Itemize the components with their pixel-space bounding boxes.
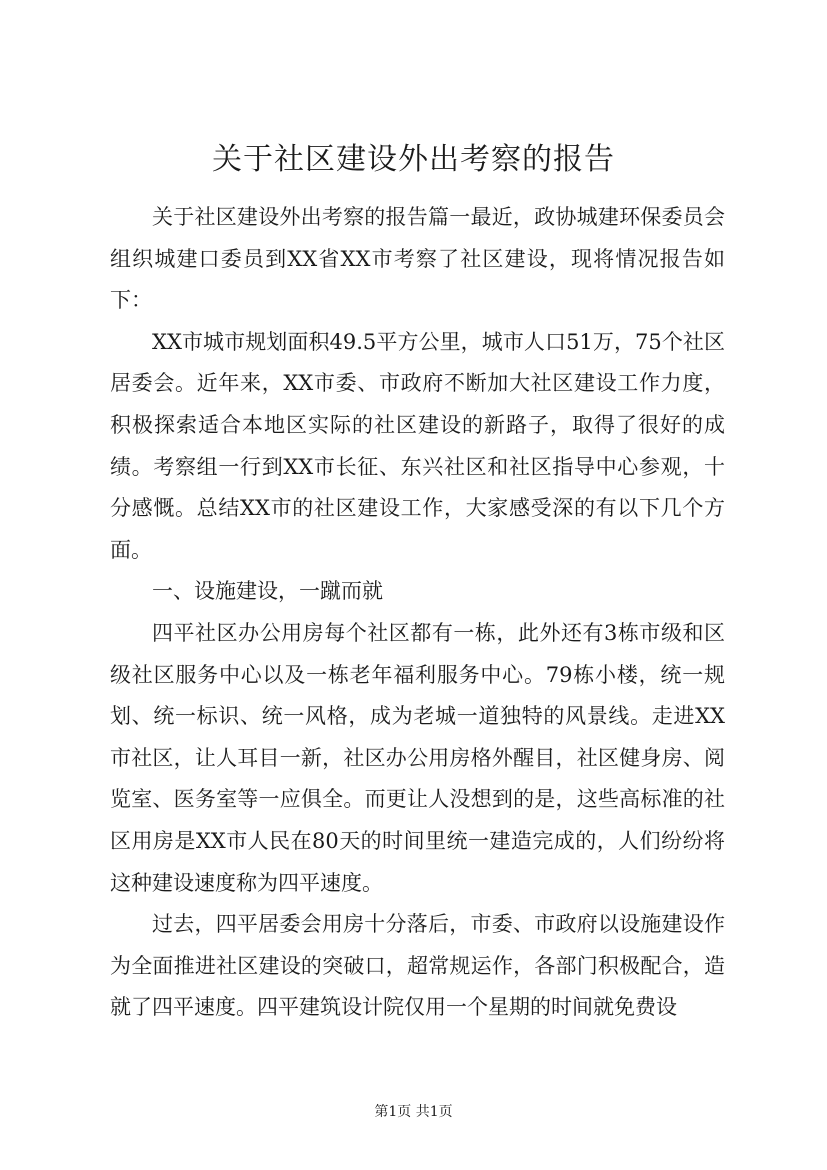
paragraph-facilities-detail: 四平社区办公用房每个社区都有一栋，此外还有3栋市级和区级社区服务中心以及一栋老年福利服务中心。79栋小楼，统一规划、统一标识、统一风格，成为老城一道独特的风景线。走进XX市社区，让人耳目一新，社区办公用房格外醒目，社区健身房、阅览室、医务室等一应俱全。而更让人没想到的是，这些高标准的社区用房是XX市人民在80天的时间里统一建造完成的，人们纷纷将这种建设速度称为四平速度。 bbox=[110, 620, 725, 895]
paragraph-past-situation: 过去，四平居委会用房十分落后，市委、市政府以设施建设作为全面推进社区建设的突破口，超常规运作，各部门积极配合，造就了四平速度。四平建筑设计院仅用一个星期的时间就免费设 bbox=[110, 912, 725, 1020]
paragraph-intro: 关于社区建设外出考察的报告篇一最近，政协城建环保委员会组织城建口委员到XX省XX市考察了社区建设，现将情况报告如下： bbox=[110, 205, 725, 313]
paragraph-city-overview: XX市城市规划面积49.5平方公里，城市人口51万，75个社区居委会。近年来，XX市委、市政府不断加大社区建设工作力度，积极探索适合本地区实际的社区建设的新路子，取得了很好的成绩。考察组一行到XX市长征、东兴社区和社区指导中心参观，十分感慨。总结XX市的社区建设工作，大家感受深的有以下几个方面。 bbox=[110, 329, 725, 562]
document-title: 关于社区建设外出考察的报告 bbox=[212, 142, 615, 177]
section-heading-facilities: 一、设施建设，一蹴而就 bbox=[152, 579, 383, 604]
document-body bbox=[110, 197, 725, 1029]
page-footer: 第1页 共1页 bbox=[374, 1104, 453, 1120]
